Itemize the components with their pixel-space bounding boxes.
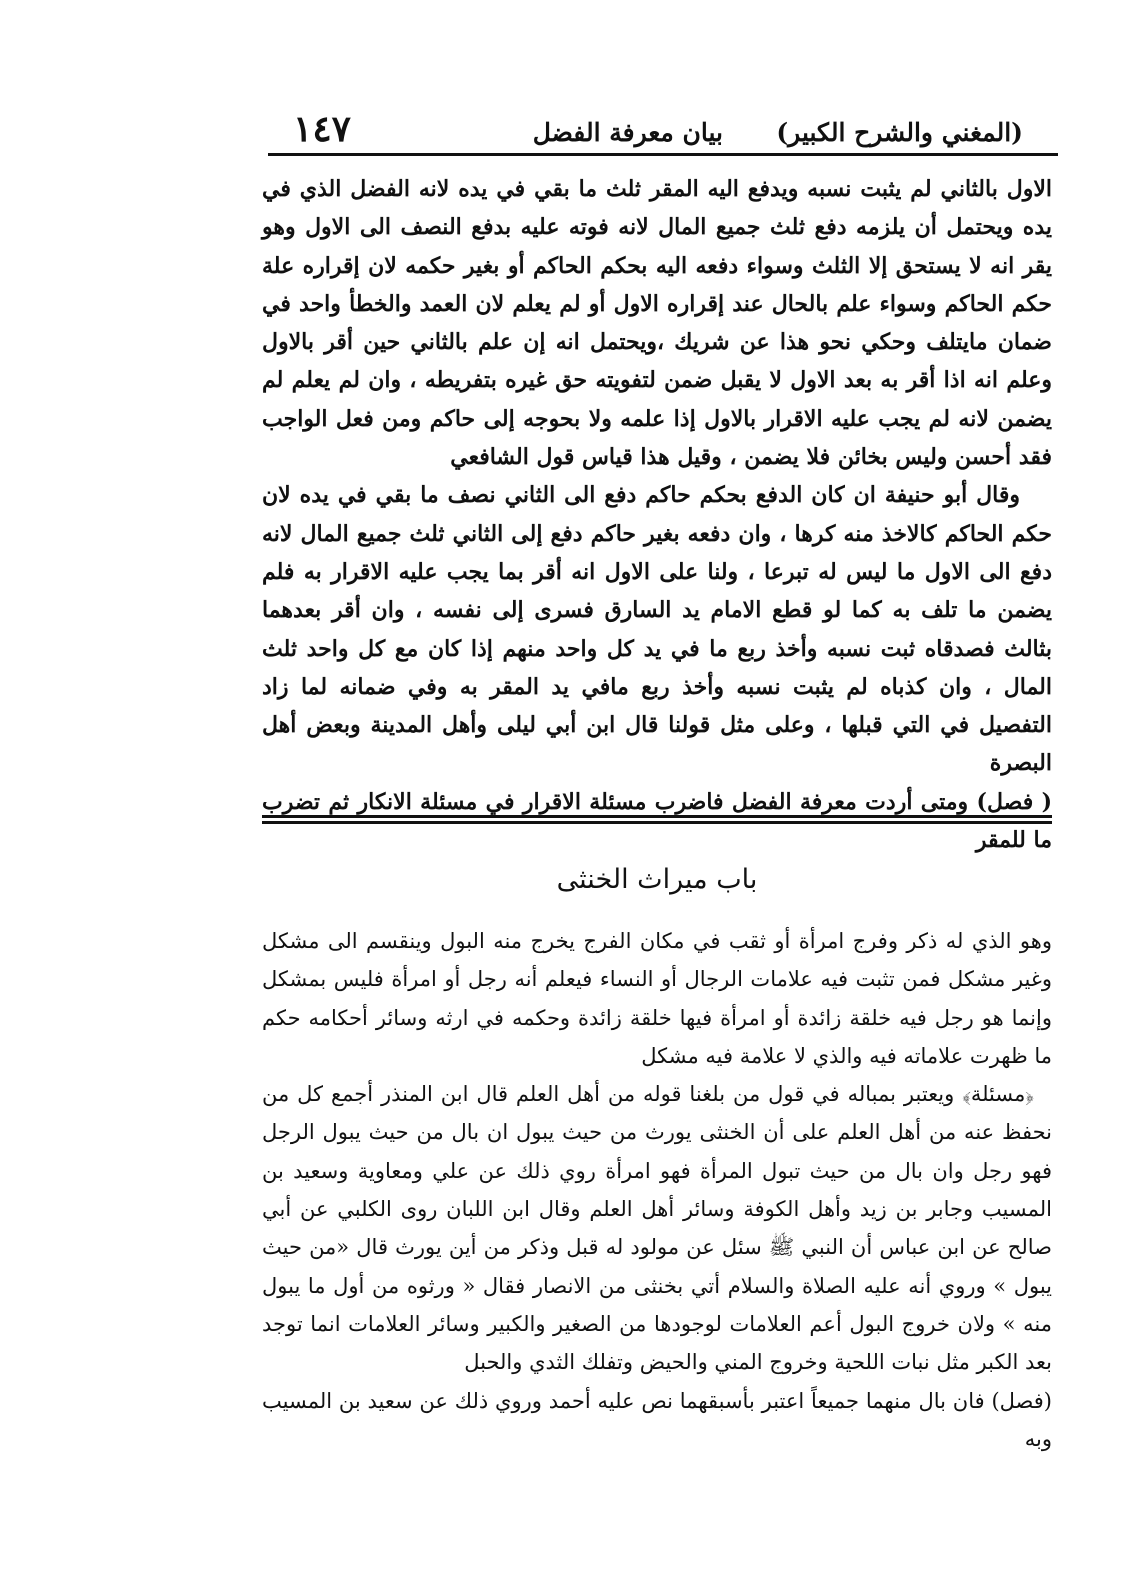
lower-text-block xyxy=(262,922,1052,1458)
upper-text-block xyxy=(262,170,1052,859)
book-title: (المغني والشرح الكبير) xyxy=(776,118,1023,147)
page-number: ١٤٧ xyxy=(293,108,352,150)
page-header xyxy=(268,108,1058,158)
paragraph: وهو الذي له ذكر وفرج امرأة أو ثقب في مكان الفرج يخرج منه البول وينقسم الى مشكل وغير مشكل فمن تثبت فيه علامات الرجال أو النساء فيعلم أنه رجل أو امرأة فليس بمشكل وإنما هو رجل فيه خلقة زائدة أو امرأة فيها خلقة زائدة وحكمه في ارثه وسائر أحكامه حكم ما ظهرت علاماته فيه والذي لا علامة فيه مشكل xyxy=(262,929,1052,1068)
paragraph: الاول بالثاني لم يثبت نسبه ويدفع اليه المقر ثلث ما بقي في يده لانه الفضل الذي في يده ويحتمل أن يلزمه دفع ثلث جميع المال لانه فوته عليه بدفع النصف الى الاول وهو يقر انه لا يستحق إلا الثلث وسواء دفعه اليه بحكم الحاكم أو بغير حكمه لان إقراره علة حكم الحاكم وسواء علم بالحال عند إقراره الاول أو لم يعلم لان العمد والخطأ واحد في ضمان مايتلف وحكي نحو هذا عن شريك ،ويحتمل انه إن علم بالثاني حين أقر بالاول وعلم انه اذا أقر به بعد الاول لا يقبل ضمن لتفويته حق غيره بتفريطه ، وان لم يعلم لم يضمن لانه لم يجب عليه الاقرار بالاول إذا علمه ولا بحوجه إلى حاكم ومن فعل الواجب فقد أحسن وليس بخائن فلا يضمن ، وقيل هذا قياس قول الشافعي xyxy=(262,176,1052,471)
paragraph: وقال أبو حنيفة ان كان الدفع بحكم حاكم دفع الى الثاني نصف ما بقي في يده لان حكم الحاكم كالاخذ منه كرها ، وان دفعه بغير حاكم دفع إلى الثاني ثلث جميع المال لانه دفع الى الاول ما ليس له تبرعا ، ولنا على الاول انه أقر بما يجب عليه الاقرار به فلم يضمن ما تلف به كما لو قطع الامام يد السارق فسرى إلى نفسه ، وان أقر بعدهما بثالث فصدقاه ثبت نسبه وأخذ ربع ما في يد كل واحد منهم إذا كان مع كل واحد ثلث المال ، وان كذباه لم يثبت نسبه وأخذ ربع مافي يد المقر به وفي ضمانه لما زاد التفصيل في التي قبلها ، وعلى مثل قولنا قال ابن أبي ليلى وأهل المدينة وبعض أهل البصرة xyxy=(262,482,1052,777)
chapter-title: باب ميراث الخنثى xyxy=(556,864,758,895)
paragraph: (فصل) فان بال منهما جميعاً اعتبر بأسبقهما نص عليه أحمد وروي ذلك عن سعيد بن المسيب وبه xyxy=(262,1388,1052,1451)
section-divider xyxy=(262,815,1052,824)
header-rule xyxy=(268,153,1058,156)
paragraph: ﴿مسئلة﴾ ويعتبر بمباله في قول من بلغنا قوله من أهل العلم قال ابن المنذر أجمع كل من نحفظ عنه من أهل العلم على أن الخنثى يورث من حيث يبول ان بال من حيث يبول الرجل فهو رجل وان بال من حيث تبول المرأة فهو امرأة روي ذلك عن علي ومعاوية وسعيد بن المسيب وجابر بن زيد وأهل الكوفة وسائر أهل العلم وقال ابن اللبان روى الكلبي عن أبي صالح عن ابن عباس أن النبي ﷺ سئل عن مولود له قبل وذكر من أين يورث قال «من حيث يبول » وروي أنه عليه الصلاة والسلام أتي بخنثى من الانصار فقال « ورثوه من أول ما يبول منه » ولان خروج البول أعم العلامات لوجودها من الصغير والكبير وسائر العلامات انما توجد بعد الكبر مثل نبات اللحية وخروج المني والحيض وتفلك الثدي والحبل xyxy=(262,1082,1052,1375)
paragraph: ( فصل) ومتى أردت معرفة الفضل فاضرب مسئلة الاقرار في مسئلة الانكار ثم تضرب ما للمقر xyxy=(262,788,1052,854)
section-title: بيان معرفة الفضل xyxy=(532,118,723,147)
